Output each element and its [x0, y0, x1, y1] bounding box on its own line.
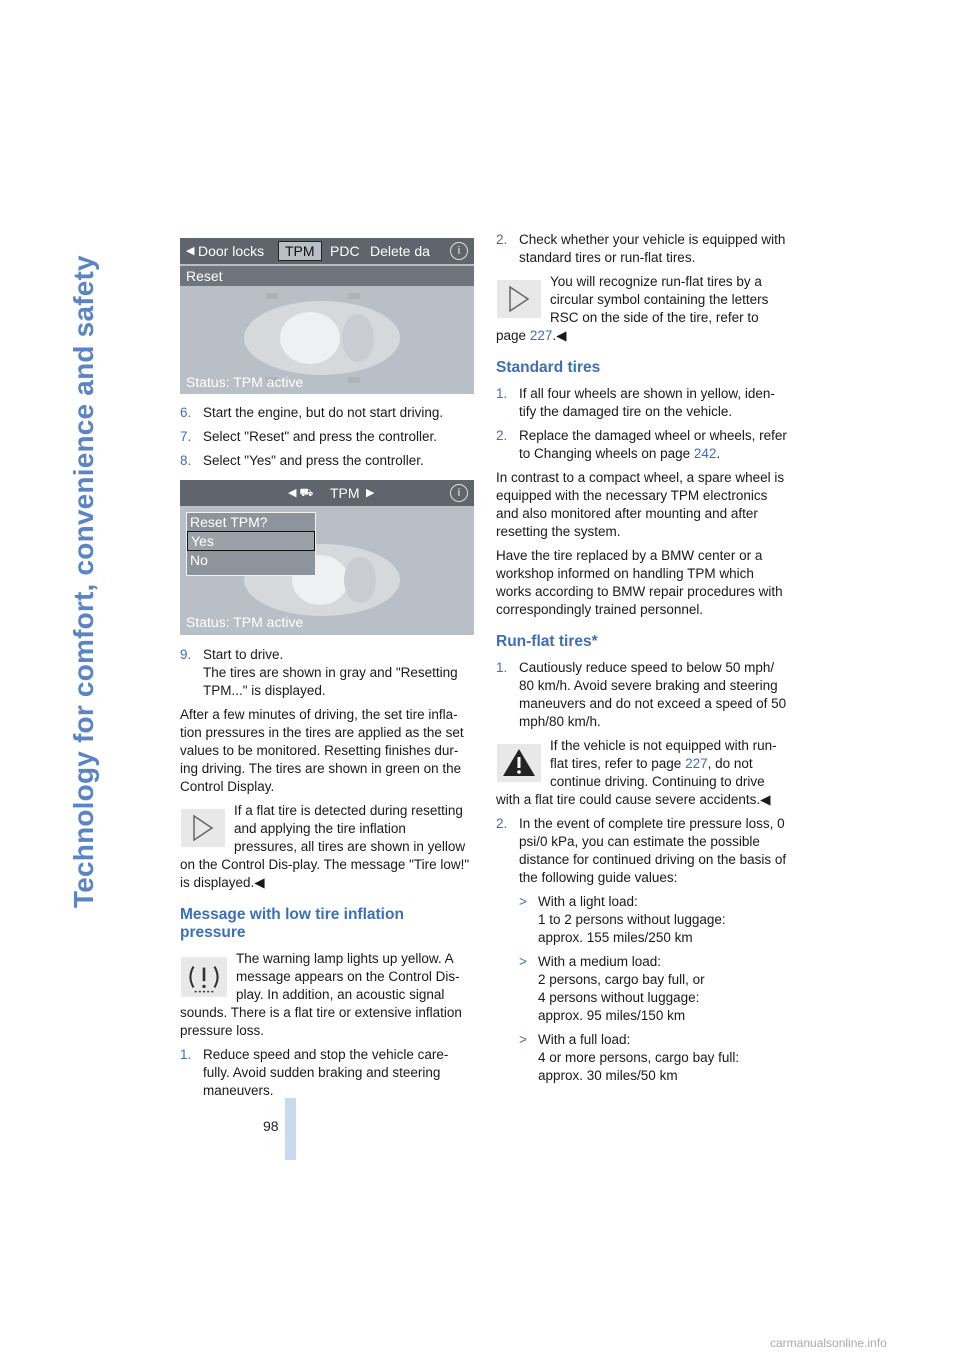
list-item: 1. Reduce speed and stop the vehicle care-fully. Avoid sudden braking and steering maneuvers. [180, 1047, 449, 1098]
menu-item-door-locks[interactable]: Door locks [198, 243, 265, 259]
list-item: 2. Check whether your vehicle is equipped with standard tires or run-flat tires. [496, 232, 786, 265]
note: You will recognize run-flat tires by a circular symbol containing the letters RSC on the side of the tire, refer to page 227.◀ [496, 274, 769, 343]
status-text: Status: TPM active [186, 614, 304, 630]
page-tab-bar [285, 1098, 296, 1160]
load-item: > With a medium load: 2 persons, cargo bay full, or 4 persons without luggage: approx. 95 miles/150 km [519, 954, 705, 1023]
back-arrow-icon: ◀ [186, 245, 195, 257]
paragraph: Have the tire replaced by a BMW center or a workshop informed on handling TPM which works according to BMW repair procedures with correspondingly trained personnel. [496, 548, 783, 617]
paragraph: After a few minutes of driving, the set tire infla-tion pressures in the tires are applied as the set values to be monitored. Resetting finishes dur-ing driving. The tires are shown in green on the Control Display. [180, 707, 464, 794]
left-column-lower [180, 646, 472, 1106]
page-number: 98 [263, 1118, 279, 1134]
list-item: 2. In the event of complete tire pressure loss, 0 psi/0 kPa, you can estimate the possible distance for continued driving on the basis of the following guide values: [496, 816, 787, 885]
list-item: 1. Cautiously reduce speed to below 50 mph/ 80 km/h. Avoid severe braking and steering maneuvers and do not exceed a speed of 50 mph/80 km/h. [496, 660, 787, 729]
right-column [496, 231, 788, 1091]
page-link[interactable]: 242 [693, 446, 717, 461]
tire-warning-lamp-icon [180, 956, 228, 998]
next-arrow-icon: ▶ [366, 487, 375, 499]
load-item: > With a light load: 1 to 2 persons without luggage: approx. 155 miles/250 km [519, 894, 726, 945]
dialog-option-yes[interactable]: Yes [187, 531, 315, 551]
list-item: 7. Select "Reset" and press the controller. [180, 429, 437, 444]
paragraph: In contrast to a compact wheel, a spare wheel is equipped with the necessary TPM electronics and also monitored after mounting and after resetting the system. [496, 470, 785, 539]
heading-run-flat-tires: Run-flat tires* [496, 633, 598, 650]
reset-dialog [186, 512, 316, 576]
list-item: 6. Start the engine, but do not start driving. [180, 405, 444, 420]
menu-item-tpm[interactable]: TPM [278, 241, 322, 261]
note: If a flat tire is detected during resetting and applying the tire inflation pressures, all tires are shown in yellow on the Control Dis-play. The message "Tire low!" is displayed.◀ [180, 803, 470, 890]
side-title [0, 0, 160, 1358]
tpm-screen-reset [180, 238, 474, 394]
car-top-view [180, 238, 474, 394]
heading-standard-tires: Standard tires [496, 359, 601, 376]
side-title-text: Technology for comfort, convenience and safety [68, 255, 99, 908]
note-arrow-icon [496, 279, 542, 319]
reset-option[interactable]: Reset [180, 266, 474, 286]
menu-item-delete[interactable]: Delete da [370, 243, 430, 259]
warning-note: The warning lamp lights up yellow. A message appears on the Control Dis-play. In addition, an acoustic signal sounds. There is a flat tire or extensive inflation pressure loss. [180, 951, 462, 1038]
list-item: 2. Replace the damaged wheel or wheels, refer to Changing wheels on page 242. [496, 428, 787, 461]
info-icon: i [450, 484, 468, 502]
list-item: 9. Start to drive. The tires are shown in gray and "Resetting TPM..." is displayed. [180, 647, 458, 698]
list-item: 1. If all four wheels are shown in yellow, iden-tify the damaged tire on the vehicle. [496, 386, 775, 419]
warning-triangle-icon [496, 743, 542, 783]
dialog-title: Reset TPM? [190, 514, 268, 530]
page-link[interactable]: 227 [685, 756, 708, 771]
warning-note: If the vehicle is not equipped with run-flat tires, refer to page 227, do not continue driving. Continuing to drive with a flat tire could cause severe accidents.◀ [496, 738, 777, 807]
status-text: Status: TPM active [186, 374, 304, 390]
tpm-icon: ◀ ⛟ [288, 487, 314, 499]
note-arrow-icon [180, 808, 226, 848]
watermark: carmanualsonline.info [770, 1336, 887, 1350]
list-item: 8. Select "Yes" and press the controller. [180, 453, 424, 468]
load-item: > With a full load: 4 or more persons, cargo bay full: approx. 30 miles/50 km [519, 1032, 740, 1083]
menu-item-pdc[interactable]: PDC [330, 243, 360, 259]
dialog-option-no[interactable]: No [190, 552, 208, 568]
page-link[interactable]: 227 [529, 328, 553, 343]
header-tpm: TPM [330, 485, 360, 501]
tpm-screen-reset-dialog [180, 480, 474, 635]
info-icon: i [450, 242, 468, 260]
heading-low-pressure: Message with low tire inflation pressure [180, 906, 404, 941]
left-column [180, 404, 472, 476]
